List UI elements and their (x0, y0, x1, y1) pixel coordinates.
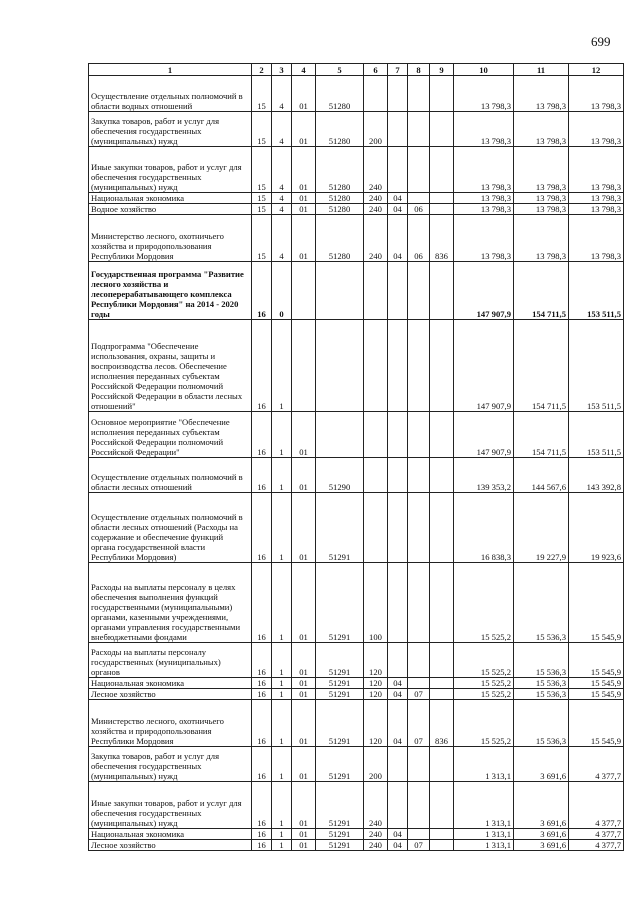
cell-c8: 07 (408, 700, 430, 747)
cell-c3: 4 (272, 147, 292, 193)
cell-c11: 15 536,3 (514, 689, 569, 700)
cell-c4: 01 (292, 643, 316, 678)
cell-c12: 4 377,7 (569, 747, 624, 782)
cell-c7 (388, 643, 408, 678)
cell-c8 (408, 320, 430, 412)
cell-c2: 16 (252, 493, 272, 563)
table-row (89, 747, 624, 782)
table-body (89, 76, 624, 851)
row-name-cell: Государственная программа "Развитие лесного хозяйства и лесоперерабатывающего комплекса Республики Мордовия" на 2014 - 2020 годы (89, 262, 252, 320)
cell-c3: 0 (272, 262, 292, 320)
cell-c6: 100 (364, 563, 388, 643)
cell-c3: 1 (272, 829, 292, 840)
cell-c6: 240 (364, 204, 388, 215)
table-row (89, 563, 624, 643)
cell-c9 (430, 493, 454, 563)
cell-c8 (408, 782, 430, 829)
table-row (89, 643, 624, 678)
cell-c5: 51291 (316, 700, 364, 747)
cell-c3: 4 (272, 204, 292, 215)
cell-c7: 04 (388, 840, 408, 851)
cell-c2: 16 (252, 678, 272, 689)
cell-c10: 1 313,1 (454, 782, 514, 829)
cell-c2: 15 (252, 204, 272, 215)
cell-c3: 1 (272, 563, 292, 643)
cell-c12: 4 377,7 (569, 840, 624, 851)
column-header: 5 (316, 64, 364, 76)
cell-c11: 154 711,5 (514, 262, 569, 320)
cell-c5: 51291 (316, 643, 364, 678)
row-name-cell: Закупка товаров, работ и услуг для обеспечения государственных (муниципальных) нужд (89, 112, 252, 147)
cell-c5: 51291 (316, 782, 364, 829)
cell-c8: 06 (408, 215, 430, 262)
cell-c12: 4 377,7 (569, 782, 624, 829)
row-name-cell: Осуществление отдельных полномочий в области лесных отношений (Расходы на содержание и обеспечение функций органа государственной власти Республики Мордовия) (89, 493, 252, 563)
header-row (89, 64, 624, 76)
table-row (89, 829, 624, 840)
table-row (89, 204, 624, 215)
column-header: 11 (514, 64, 569, 76)
cell-c7 (388, 458, 408, 493)
cell-c3: 1 (272, 412, 292, 458)
cell-c7: 04 (388, 193, 408, 204)
cell-c6: 240 (364, 193, 388, 204)
cell-c7 (388, 147, 408, 193)
cell-c12: 13 798,3 (569, 112, 624, 147)
cell-c7 (388, 76, 408, 112)
row-name-cell: Иные закупки товаров, работ и услуг для обеспечения государственных (муниципальных) нужд (89, 782, 252, 829)
cell-c4: 01 (292, 747, 316, 782)
cell-c12: 15 545,9 (569, 563, 624, 643)
cell-c3: 1 (272, 700, 292, 747)
cell-c6: 120 (364, 700, 388, 747)
cell-c9 (430, 412, 454, 458)
cell-c3: 4 (272, 193, 292, 204)
cell-c9: 836 (430, 215, 454, 262)
cell-c8 (408, 458, 430, 493)
cell-c6: 240 (364, 215, 388, 262)
cell-c11: 144 567,6 (514, 458, 569, 493)
cell-c2: 16 (252, 262, 272, 320)
cell-c2: 16 (252, 747, 272, 782)
cell-c12: 153 511,5 (569, 320, 624, 412)
cell-c9 (430, 320, 454, 412)
column-header: 9 (430, 64, 454, 76)
cell-c11: 15 536,3 (514, 563, 569, 643)
cell-c12: 143 392,8 (569, 458, 624, 493)
cell-c2: 15 (252, 76, 272, 112)
cell-c12: 13 798,3 (569, 76, 624, 112)
cell-c8 (408, 262, 430, 320)
row-name-cell: Расходы на выплаты персоналу государственных (муниципальных) органов (89, 643, 252, 678)
cell-c11: 154 711,5 (514, 412, 569, 458)
cell-c8 (408, 412, 430, 458)
cell-c2: 16 (252, 458, 272, 493)
cell-c7: 04 (388, 829, 408, 840)
cell-c6: 240 (364, 840, 388, 851)
cell-c10: 16 838,3 (454, 493, 514, 563)
cell-c10: 13 798,3 (454, 112, 514, 147)
cell-c10: 15 525,2 (454, 700, 514, 747)
table-row (89, 112, 624, 147)
cell-c10: 147 907,9 (454, 412, 514, 458)
column-header: 10 (454, 64, 514, 76)
row-name-cell: Основное мероприятие "Обеспечение исполнения переданных субъектам Российской Федерации полномочий Российской Федерации" (89, 412, 252, 458)
cell-c11: 13 798,3 (514, 215, 569, 262)
cell-c5 (316, 412, 364, 458)
cell-c3: 1 (272, 840, 292, 851)
cell-c4 (292, 262, 316, 320)
row-name-cell: Национальная экономика (89, 829, 252, 840)
column-header: 8 (408, 64, 430, 76)
cell-c4: 01 (292, 215, 316, 262)
row-name-cell: Национальная экономика (89, 193, 252, 204)
cell-c9 (430, 112, 454, 147)
cell-c11: 3 691,6 (514, 782, 569, 829)
budget-table (88, 63, 624, 851)
cell-c6: 200 (364, 747, 388, 782)
row-name-cell: Лесное хозяйство (89, 689, 252, 700)
cell-c5 (316, 262, 364, 320)
cell-c4: 01 (292, 204, 316, 215)
cell-c7: 04 (388, 215, 408, 262)
cell-c3: 1 (272, 643, 292, 678)
cell-c9 (430, 747, 454, 782)
cell-c5: 51280 (316, 215, 364, 262)
column-header: 12 (569, 64, 624, 76)
cell-c6: 240 (364, 782, 388, 829)
row-name-cell: Закупка товаров, работ и услуг для обеспечения государственных (муниципальных) нужд (89, 747, 252, 782)
cell-c9: 836 (430, 700, 454, 747)
cell-c10: 139 353,2 (454, 458, 514, 493)
table-row (89, 700, 624, 747)
cell-c3: 1 (272, 458, 292, 493)
cell-c2: 16 (252, 782, 272, 829)
cell-c7 (388, 782, 408, 829)
table-row (89, 782, 624, 829)
cell-c3: 1 (272, 689, 292, 700)
cell-c8 (408, 193, 430, 204)
cell-c6: 120 (364, 643, 388, 678)
cell-c12: 13 798,3 (569, 204, 624, 215)
cell-c10: 13 798,3 (454, 215, 514, 262)
cell-c8 (408, 76, 430, 112)
cell-c10: 1 313,1 (454, 747, 514, 782)
cell-c12: 15 545,9 (569, 643, 624, 678)
cell-c12: 15 545,9 (569, 689, 624, 700)
cell-c9 (430, 563, 454, 643)
cell-c9 (430, 193, 454, 204)
cell-c10: 15 525,2 (454, 643, 514, 678)
cell-c3: 1 (272, 678, 292, 689)
row-name-cell: Подпрограмма "Обеспечение использования, охраны, защиты и воспроизводства лесов. Обеспечение исполнения переданных субъектам Российской Федерации полномочий Российской Федерации в области лесных отношений" (89, 320, 252, 412)
cell-c4: 01 (292, 112, 316, 147)
cell-c2: 15 (252, 215, 272, 262)
cell-c4: 01 (292, 563, 316, 643)
cell-c4: 01 (292, 829, 316, 840)
cell-c12: 13 798,3 (569, 193, 624, 204)
cell-c4: 01 (292, 458, 316, 493)
cell-c8 (408, 493, 430, 563)
cell-c4: 01 (292, 193, 316, 204)
cell-c5: 51291 (316, 829, 364, 840)
table-row (89, 262, 624, 320)
cell-c4: 01 (292, 493, 316, 563)
cell-c8: 07 (408, 689, 430, 700)
cell-c5: 51280 (316, 112, 364, 147)
cell-c5: 51291 (316, 563, 364, 643)
cell-c12: 15 545,9 (569, 678, 624, 689)
cell-c2: 15 (252, 112, 272, 147)
cell-c7 (388, 563, 408, 643)
cell-c9 (430, 840, 454, 851)
cell-c6: 120 (364, 689, 388, 700)
cell-c9 (430, 782, 454, 829)
cell-c7 (388, 412, 408, 458)
row-name-cell: Осуществление отдельных полномочий в области водных отношений (89, 76, 252, 112)
cell-c11: 3 691,6 (514, 840, 569, 851)
cell-c7 (388, 493, 408, 563)
cell-c5: 51291 (316, 493, 364, 563)
cell-c5: 51280 (316, 204, 364, 215)
cell-c11: 19 227,9 (514, 493, 569, 563)
cell-c11: 13 798,3 (514, 76, 569, 112)
row-name-cell: Расходы на выплаты персоналу в целях обеспечения выполнения функций государственными (муниципальными) органами, казенными учреждениями, органами управления государственными внебюджетными фондами (89, 563, 252, 643)
cell-c6 (364, 412, 388, 458)
column-header: 6 (364, 64, 388, 76)
cell-c7 (388, 262, 408, 320)
cell-c5: 51291 (316, 747, 364, 782)
cell-c12: 153 511,5 (569, 412, 624, 458)
cell-c2: 16 (252, 700, 272, 747)
table-row (89, 76, 624, 112)
column-header: 4 (292, 64, 316, 76)
cell-c5: 51290 (316, 458, 364, 493)
cell-c7: 04 (388, 700, 408, 747)
cell-c6 (364, 262, 388, 320)
cell-c10: 147 907,9 (454, 262, 514, 320)
cell-c7: 04 (388, 204, 408, 215)
cell-c12: 15 545,9 (569, 700, 624, 747)
cell-c2: 16 (252, 840, 272, 851)
cell-c11: 13 798,3 (514, 193, 569, 204)
cell-c6: 120 (364, 678, 388, 689)
cell-c11: 3 691,6 (514, 747, 569, 782)
row-name-cell: Министерство лесного, охотничьего хозяйства и природопользования Республики Мордовия (89, 700, 252, 747)
row-name-cell: Водное хозяйство (89, 204, 252, 215)
cell-c8 (408, 112, 430, 147)
cell-c8: 07 (408, 840, 430, 851)
cell-c3: 4 (272, 112, 292, 147)
cell-c2: 16 (252, 563, 272, 643)
cell-c3: 1 (272, 493, 292, 563)
row-name-cell: Министерство лесного, охотничьего хозяйства и природопользования Республики Мордовия (89, 215, 252, 262)
table-row (89, 215, 624, 262)
cell-c10: 15 525,2 (454, 563, 514, 643)
cell-c8: 06 (408, 204, 430, 215)
cell-c10: 15 525,2 (454, 689, 514, 700)
cell-c12: 153 511,5 (569, 262, 624, 320)
cell-c9 (430, 147, 454, 193)
cell-c9 (430, 76, 454, 112)
table-row (89, 493, 624, 563)
cell-c11: 13 798,3 (514, 112, 569, 147)
cell-c4: 01 (292, 76, 316, 112)
cell-c6 (364, 493, 388, 563)
row-name-cell: Осуществление отдельных полномочий в области лесных отношений (89, 458, 252, 493)
cell-c9 (430, 204, 454, 215)
cell-c10: 13 798,3 (454, 193, 514, 204)
cell-c5: 51280 (316, 76, 364, 112)
cell-c12: 13 798,3 (569, 215, 624, 262)
cell-c3: 4 (272, 76, 292, 112)
cell-c11: 13 798,3 (514, 147, 569, 193)
cell-c5: 51291 (316, 689, 364, 700)
cell-c10: 13 798,3 (454, 147, 514, 193)
cell-c4 (292, 320, 316, 412)
cell-c2: 16 (252, 643, 272, 678)
cell-c7: 04 (388, 689, 408, 700)
cell-c5: 51291 (316, 678, 364, 689)
cell-c11: 154 711,5 (514, 320, 569, 412)
cell-c11: 3 691,6 (514, 829, 569, 840)
table-row (89, 458, 624, 493)
cell-c2: 16 (252, 829, 272, 840)
table-row (89, 689, 624, 700)
cell-c4: 01 (292, 412, 316, 458)
cell-c2: 16 (252, 689, 272, 700)
cell-c8 (408, 643, 430, 678)
table-row (89, 320, 624, 412)
cell-c4: 01 (292, 147, 316, 193)
cell-c9 (430, 689, 454, 700)
cell-c10: 13 798,3 (454, 204, 514, 215)
cell-c10: 1 313,1 (454, 829, 514, 840)
cell-c3: 1 (272, 782, 292, 829)
cell-c9 (430, 262, 454, 320)
column-header: 7 (388, 64, 408, 76)
cell-c6 (364, 458, 388, 493)
cell-c5: 51280 (316, 193, 364, 204)
cell-c5: 51280 (316, 147, 364, 193)
cell-c4: 01 (292, 840, 316, 851)
cell-c6 (364, 76, 388, 112)
cell-c2: 16 (252, 320, 272, 412)
page-number: 699 (591, 34, 611, 49)
cell-c8 (408, 678, 430, 689)
cell-c9 (430, 643, 454, 678)
cell-c4: 01 (292, 700, 316, 747)
column-header: 1 (89, 64, 252, 76)
row-name-cell: Лесное хозяйство (89, 840, 252, 851)
cell-c12: 19 923,6 (569, 493, 624, 563)
cell-c9 (430, 829, 454, 840)
cell-c9 (430, 678, 454, 689)
cell-c5: 51291 (316, 840, 364, 851)
cell-c11: 15 536,3 (514, 700, 569, 747)
table-row (89, 412, 624, 458)
cell-c6 (364, 320, 388, 412)
cell-c9 (430, 458, 454, 493)
cell-c2: 16 (252, 412, 272, 458)
cell-c10: 147 907,9 (454, 320, 514, 412)
cell-c4: 01 (292, 689, 316, 700)
table-row (89, 678, 624, 689)
cell-c2: 15 (252, 147, 272, 193)
table-row (89, 840, 624, 851)
cell-c11: 13 798,3 (514, 204, 569, 215)
table-row (89, 193, 624, 204)
row-name-cell: Национальная экономика (89, 678, 252, 689)
cell-c3: 4 (272, 215, 292, 262)
cell-c8 (408, 147, 430, 193)
cell-c11: 15 536,3 (514, 643, 569, 678)
cell-c7 (388, 747, 408, 782)
cell-c10: 1 313,1 (454, 840, 514, 851)
cell-c6: 240 (364, 147, 388, 193)
cell-c6: 200 (364, 112, 388, 147)
cell-c8 (408, 563, 430, 643)
cell-c6: 240 (364, 829, 388, 840)
cell-c7 (388, 320, 408, 412)
cell-c4: 01 (292, 782, 316, 829)
cell-c3: 1 (272, 747, 292, 782)
cell-c10: 13 798,3 (454, 76, 514, 112)
cell-c10: 15 525,2 (454, 678, 514, 689)
cell-c4: 01 (292, 678, 316, 689)
cell-c5 (316, 320, 364, 412)
table-row (89, 147, 624, 193)
cell-c3: 1 (272, 320, 292, 412)
cell-c12: 4 377,7 (569, 829, 624, 840)
cell-c8 (408, 747, 430, 782)
cell-c12: 13 798,3 (569, 147, 624, 193)
cell-c8 (408, 829, 430, 840)
cell-c7 (388, 112, 408, 147)
cell-c2: 15 (252, 193, 272, 204)
row-name-cell: Иные закупки товаров, работ и услуг для обеспечения государственных (муниципальных) нужд (89, 147, 252, 193)
cell-c7: 04 (388, 678, 408, 689)
column-header: 3 (272, 64, 292, 76)
column-header: 2 (252, 64, 272, 76)
cell-c11: 15 536,3 (514, 678, 569, 689)
